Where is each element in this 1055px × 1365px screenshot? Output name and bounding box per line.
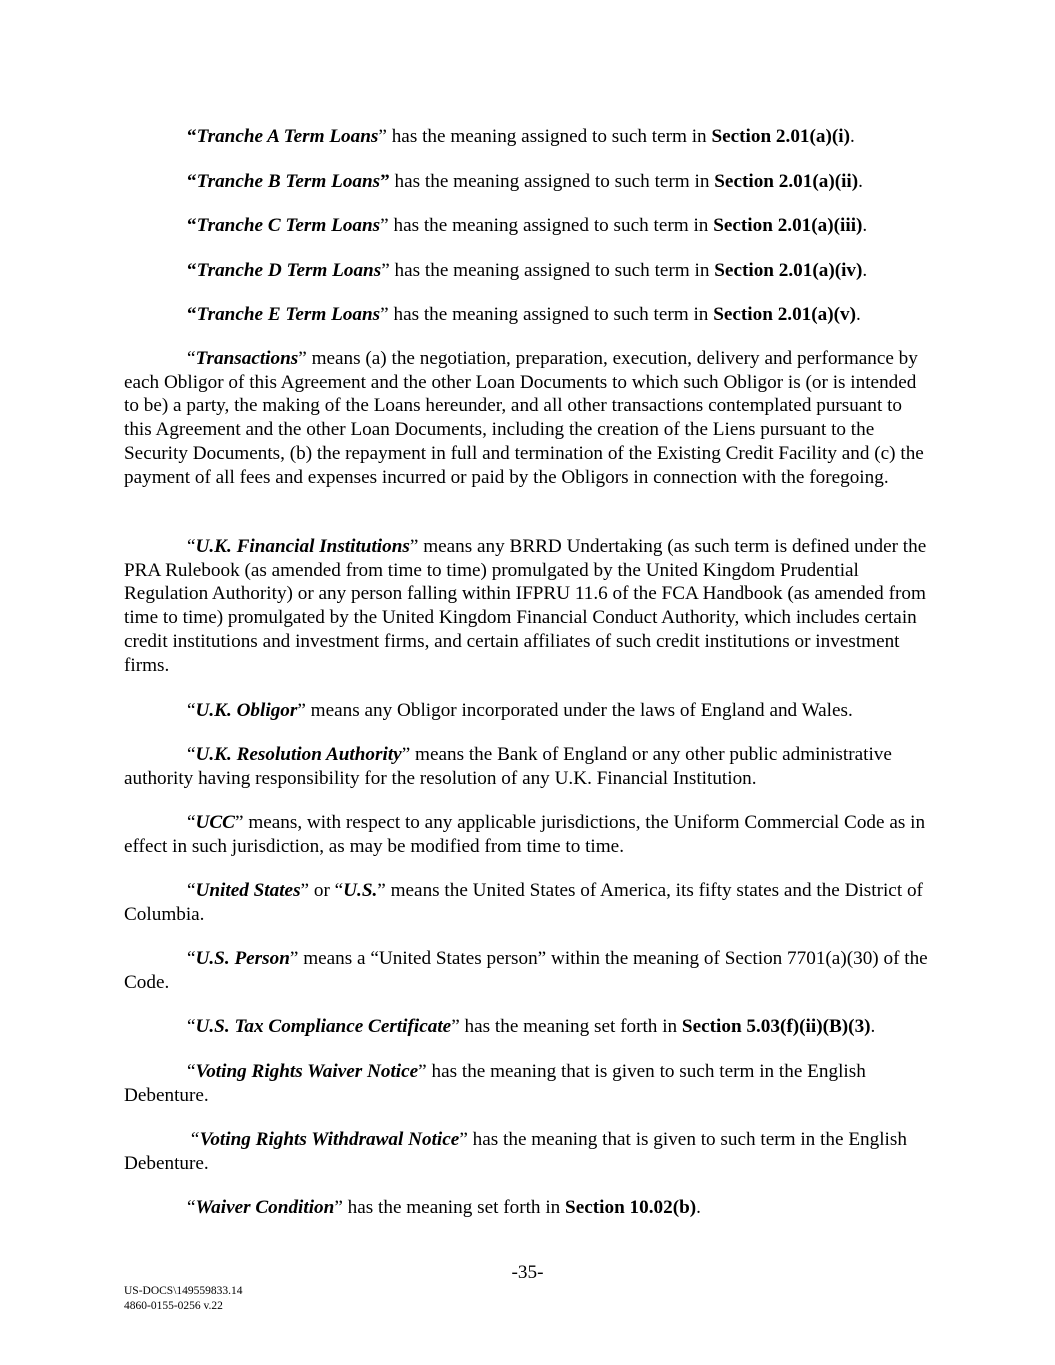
defined-term: Transactions	[195, 348, 299, 369]
section-reference: Section 2.01(a)(iii)	[713, 215, 863, 236]
definition-uk-obligor: “U.K. Obligor” means any Obligor incorporated under the laws of England and Wales.	[187, 700, 853, 721]
footer-doc-id: US-DOCS\149559833.14	[124, 1285, 243, 1297]
defined-term: UCC	[195, 812, 235, 833]
defined-term: U.S.	[343, 880, 378, 901]
defined-term: Tranche D Term Loans	[196, 260, 382, 281]
defined-term: U.K. Resolution Authority	[195, 744, 402, 765]
definition-us-tax-compliance-certificate: “U.S. Tax Compliance Certificate” has the meaning set forth in Section 5.03(f)(ii)(B)(3).	[187, 1016, 876, 1037]
section-reference: Section 2.01(a)(i)	[711, 126, 850, 147]
defined-term: Voting Rights Withdrawal Notice	[199, 1129, 460, 1150]
section-reference: Section 5.03(f)(ii)(B)(3)	[681, 1016, 871, 1037]
defined-term: Waiver Condition	[195, 1197, 335, 1218]
definition-tranche-a: “Tranche A Term Loans” has the meaning assigned to such term in Section 2.01(a)(i).	[187, 126, 855, 147]
defined-term: Tranche A Term Loans	[196, 126, 379, 147]
defined-term: U.S. Tax Compliance Certificate	[195, 1016, 452, 1037]
definition-voting-rights-waiver-notice: “Voting Rights Waiver Notice” has the meaning that is given to such term in the English Debenture.	[124, 1061, 866, 1106]
defined-term: Tranche E Term Loans	[196, 304, 381, 325]
footer-version: 4860-0155-0256 v.22	[124, 1299, 223, 1312]
definition-tranche-b: “Tranche B Term Loans” has the meaning assigned to such term in Section 2.01(a)(ii).	[187, 171, 863, 192]
defined-term: U.K. Financial Institutions	[195, 536, 410, 557]
section-reference: Section 2.01(a)(iv)	[714, 260, 863, 281]
document-footer	[124, 1284, 243, 1313]
definition-tranche-d: “Tranche D Term Loans” has the meaning assigned to such term in Section 2.01(a)(iv).	[187, 260, 868, 281]
definition-waiver-condition: “Waiver Condition” has the meaning set forth in Section 10.02(b).	[187, 1197, 701, 1218]
definition-united-states: “United States” or “U.S.” means the United States of America, its fifty states and the District of Columbia.	[124, 880, 923, 925]
definition-ucc: “UCC” means, with respect to any applicable jurisdictions, the Uniform Commercial Code as in effect in such jurisdiction, as may be modified from time to time.	[124, 812, 926, 857]
defined-term: United States	[195, 880, 301, 901]
definition-uk-resolution-authority: “U.K. Resolution Authority” means the Bank of England or any other public administrative authority having responsibility for the resolution of any U.K. Financial Institution.	[124, 744, 892, 789]
defined-term: U.K. Obligor	[195, 700, 298, 721]
definition-voting-rights-withdrawal-notice: “Voting Rights Withdrawal Notice” has the meaning that is given to such term in the English Debenture.	[124, 1129, 907, 1174]
definition-us-person: “U.S. Person” means a “United States person” within the meaning of Section 7701(a)(30) of the Code.	[124, 948, 928, 993]
section-reference: Section 2.01(a)(v)	[713, 304, 857, 325]
definition-uk-financial-institutions: “U.K. Financial Institutions” means any BRRD Undertaking (as such term is defined under the PRA Rulebook (as amended from time to time) promulgated by the United Kingdom Prudential Regulation Authority) or any person falling within IFPRU 11.6 of the FCA Handbook (as amended from time to time) promulgated by the United Kingdom Financial Conduct Authority, which includes certain credit institutions and investment firms, and certain affiliates of such credit institutions or investment firms.	[124, 536, 927, 676]
defined-term: U.S. Person	[195, 948, 290, 969]
definition-transactions: “Transactions” means (a) the negotiation, preparation, execution, delivery and performance by each Obligor of this Agreement and the other Loan Documents to which such Obligor is (or is intended to be) a party, the making of the Loans hereunder, and all other transactions contemplated pursuant to this Agreement and the other Loan Documents, including the creation of the Liens pursuant to the Security Documents, (b) the repayment in full and termination of the Existing Credit Facility and (c) the payment of all fees and expenses incurred or paid by the Obligors in connection with the foregoing.	[124, 348, 924, 488]
defined-term: Tranche C Term Loans	[196, 215, 381, 236]
definition-tranche-c: “Tranche C Term Loans” has the meaning assigned to such term in Section 2.01(a)(iii).	[187, 215, 868, 236]
definition-tranche-e: “Tranche E Term Loans” has the meaning assigned to such term in Section 2.01(a)(v).	[187, 304, 861, 325]
section-reference: Section 10.02(b)	[565, 1197, 697, 1218]
defined-term: Voting Rights Waiver Notice	[195, 1061, 419, 1082]
section-reference: Section 2.01(a)(ii)	[714, 171, 859, 192]
defined-term: Tranche B Term Loans	[196, 171, 381, 192]
page-number: -35-	[511, 1262, 544, 1283]
